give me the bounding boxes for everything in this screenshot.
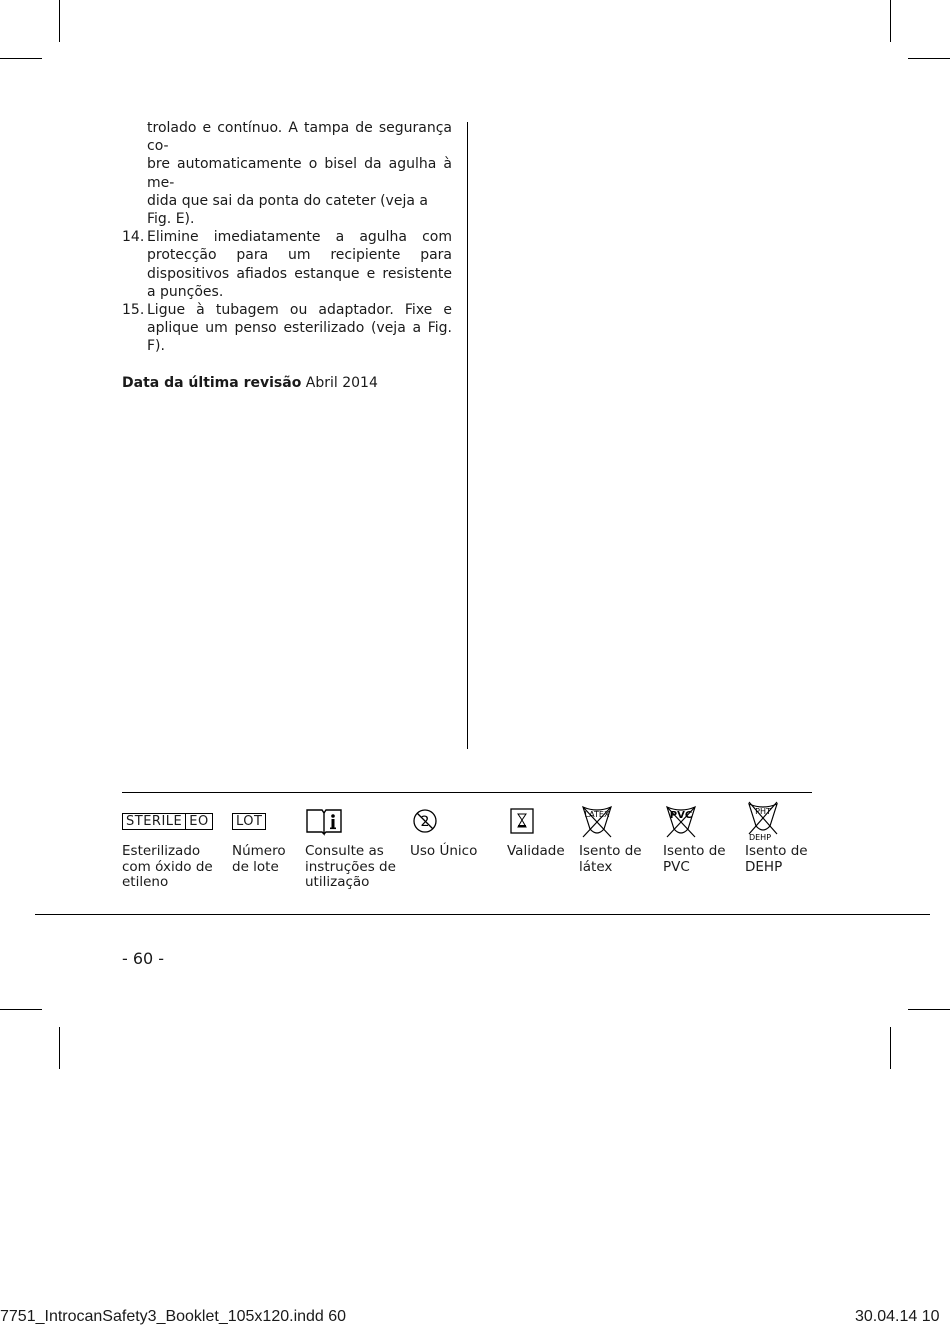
crop-mark	[0, 1009, 42, 1010]
symbol-consult-ifu	[305, 800, 396, 891]
latex-free-icon	[579, 800, 615, 842]
dehp-free-icon	[745, 800, 781, 842]
step-text: Ligue à tubagem ou adaptador. Fixe e aplique um penso esterilizado (veja a Fig. F).	[147, 302, 452, 355]
footer-filename: 7751_IntrocanSafety3_Booklet_105x120.indd 60	[0, 1308, 347, 1325]
lot-icon: LOT	[232, 800, 266, 842]
svg-text:PVC: PVC	[669, 810, 693, 821]
crop-mark	[908, 1009, 950, 1010]
symbol-dehp-free	[745, 800, 808, 875]
hourglass-icon	[507, 800, 537, 842]
crop-mark	[0, 58, 42, 59]
step-15	[122, 301, 452, 356]
symbol-single-use	[410, 800, 478, 859]
crop-mark	[908, 58, 950, 59]
symbol-latex-free	[579, 800, 642, 875]
instructions-book-icon	[305, 800, 343, 842]
symbol-label: Número de lote	[232, 843, 286, 875]
crop-mark	[59, 1027, 60, 1069]
svg-text:DEHP: DEHP	[748, 833, 772, 842]
page-number: - 60 -	[122, 949, 165, 968]
symbols-bottom-rule	[35, 914, 930, 915]
continued-line: trolado e contínuo. A tampa de segurança co-	[147, 120, 452, 155]
symbols-top-rule	[122, 792, 812, 793]
step-number: 15.	[122, 302, 145, 319]
step-number: 14.	[122, 229, 145, 246]
symbol-label: Isento de PVC	[663, 843, 726, 875]
pvc-free-icon	[663, 800, 699, 842]
revision-date-line	[122, 374, 452, 392]
sterile-eo-icon: STERILE EO	[122, 800, 213, 842]
symbol-expiry	[507, 800, 565, 859]
continued-line: bre automaticamente o bisel da agulha à me-	[147, 156, 452, 191]
svg-text:PHT: PHT	[755, 807, 771, 816]
single-use-icon	[410, 800, 440, 842]
revision-label: Data da última revisão	[122, 374, 302, 391]
column-divider	[467, 122, 468, 749]
symbol-label: Esterilizado com óxido de etileno	[122, 843, 213, 891]
svg-text:2: 2	[420, 814, 430, 830]
step-text: Elimine imediatamente a agulha com protecção para um recipiente para dispositivos afiados estanque e resistente a punções.	[147, 229, 452, 300]
footer-date: 30.04.14 10	[855, 1308, 940, 1325]
symbol-label: Isento de látex	[579, 843, 642, 875]
symbol-label: Consulte as instruções de utilização	[305, 843, 396, 891]
symbol-label: Uso Único	[410, 843, 478, 859]
symbol-label: Validade	[507, 843, 565, 859]
crop-mark	[890, 0, 891, 42]
text-column	[122, 119, 452, 392]
symbol-pvc-free	[663, 800, 726, 875]
symbol-lot	[232, 800, 286, 875]
crop-mark	[890, 1027, 891, 1069]
step-14	[122, 228, 452, 301]
continued-line: dida que sai da ponta do cateter (veja a Fig. E).	[147, 192, 428, 228]
symbol-label: Isento de DEHP	[745, 843, 808, 875]
svg-text:LATEX: LATEX	[584, 810, 610, 819]
symbol-sterile-eo	[122, 800, 213, 891]
revision-date: Abril 2014	[305, 374, 378, 391]
crop-mark	[59, 0, 60, 42]
